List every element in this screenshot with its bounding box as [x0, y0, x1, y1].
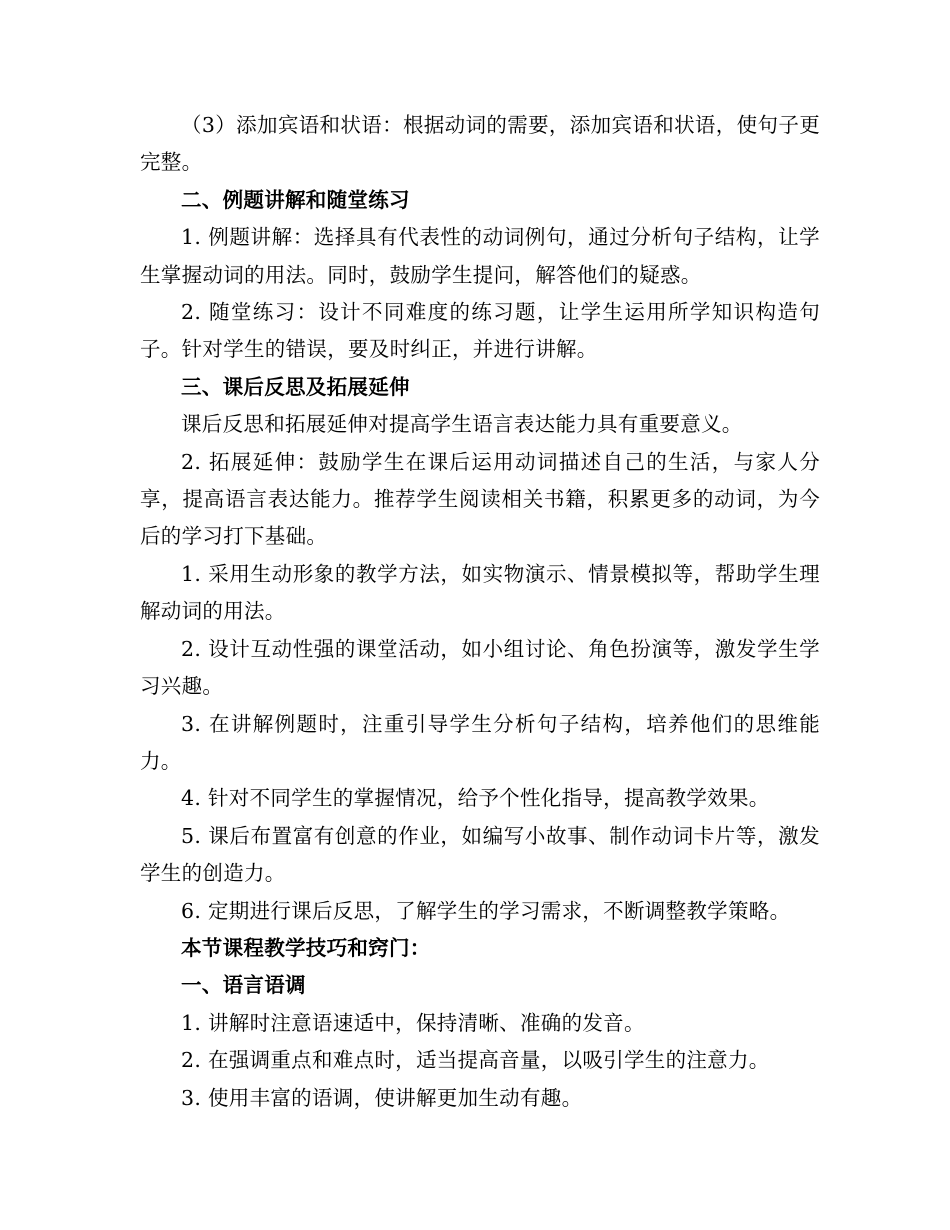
paragraph-example-explanation: 1. 例题讲解：选择具有代表性的动词例句，通过分析句子结构，让学生掌握动词的用法。同时，鼓励学生提问，解答他们的疑惑。: [140, 225, 820, 287]
heading-teaching-tips: 本节课程教学技巧和窍门：: [181, 935, 431, 960]
paragraph-method-3: 3. 在讲解例题时，注重引导学生分析句子结构，培养他们的思维能力。: [140, 711, 820, 773]
paragraph-extension: 2. 拓展延伸：鼓励学生在课后运用动词描述自己的生活，与家人分享，提高语言表达能力。推荐学生阅读相关书籍，积累更多的动词，为今后的学习打下基础。: [140, 449, 820, 549]
paragraph-method-5: 5. 课后布置富有创意的作业，如编写小故事、制作动词卡片等，激发学生的创造力。: [140, 823, 820, 886]
paragraph-tone-2: 2. 在强调重点和难点时，适当提高音量，以吸引学生的注意力。: [181, 1048, 770, 1073]
paragraph-add-object-adverbial: （3）添加宾语和状语：根据动词的需要，添加宾语和状语，使句子更完整。: [140, 113, 820, 175]
paragraph-method-4: 4. 针对不同学生的掌握情况，给予个性化指导，提高教学效果。: [181, 786, 770, 811]
document-body: [140, 107, 820, 1117]
paragraph-tone-3: 3. 使用丰富的语调，使讲解更加生动有趣。: [181, 1085, 583, 1110]
heading-examples-practice: 二、例题讲解和随堂练习: [181, 187, 410, 212]
heading-reflection-extension: 三、课后反思及拓展延伸: [181, 374, 410, 399]
paragraph-method-6: 6. 定期进行课后反思，了解学生的学习需求，不断调整教学策略。: [181, 898, 791, 923]
paragraph-method-2: 2. 设计互动性强的课堂活动，如小组讨论、角色扮演等，激发学生学习兴趣。: [140, 636, 820, 699]
heading-language-tone: 一、语言语调: [181, 973, 306, 998]
paragraph-reflection-intro: 课后反思和拓展延伸对提高学生语言表达能力具有重要意义。: [181, 412, 743, 437]
paragraph-tone-1: 1. 讲解时注意语速适中，保持清晰、准确的发音。: [181, 1010, 645, 1035]
paragraph-in-class-practice: 2. 随堂练习：设计不同难度的练习题，让学生运用所学知识构造句子。针对学生的错误，要及时纠正，并进行讲解。: [140, 300, 820, 362]
paragraph-method-1: 1. 采用生动形象的教学方法，如实物演示、情景模拟等，帮助学生理解动词的用法。: [140, 561, 820, 624]
